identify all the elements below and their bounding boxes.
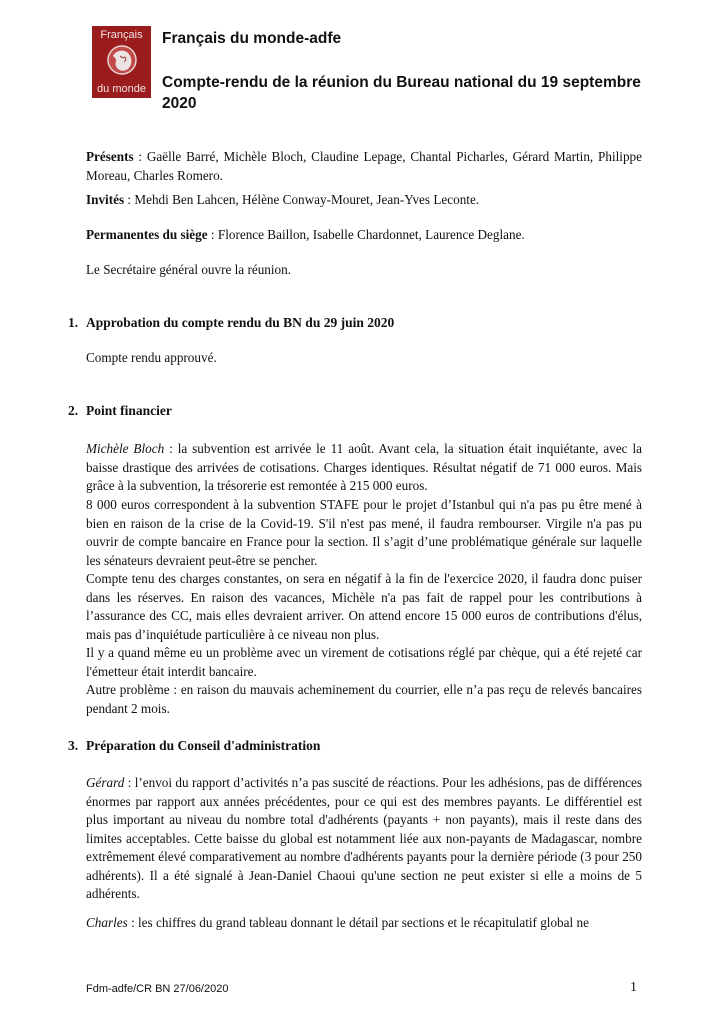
section-3-paragraph-2: Charles : les chiffres du grand tableau donnant le détail par sections et le récapitulatif global ne [86, 915, 589, 930]
globe-icon [106, 44, 138, 76]
presents-paragraph [86, 148, 642, 185]
section-heading-1 [68, 315, 394, 331]
presents-list: : Gaëlle Barré, Michèle Bloch, Claudine Lepage, Chantal Picharles, Gérard Martin, Philippe Moreau, Charles Romero. [86, 149, 642, 183]
speaker-name: Gérard [86, 775, 125, 790]
section-number: 3. [68, 738, 79, 753]
footer-reference: Fdm-adfe/CR BN 27/06/2020 [86, 983, 229, 995]
section-1-paragraph: Compte rendu approuvé. [86, 350, 217, 365]
invites-list: : Mehdi Ben Lahcen, Hélène Conway-Mouret, Jean-Yves Leconte. [124, 192, 480, 207]
section-title: Approbation du compte rendu du BN du 29 juin 2020 [86, 315, 395, 330]
section-3-paragraph-1: Gérard : l’envoi du rapport d’activités n’a pas suscité de réactions. Pour les adhésions, pas de différences énormes par rapport aux années précédentes, pour ce qui est des membres payants. Le différentiel est plus important au niveau du nombre total d'adhérents (payants + non payants), mais il reste dans des limites acceptables. Cette baisse du global est notamment liée aux non-payants de Madagascar, nombre extrêmement élevé comparativement au nombre d'adhérents payants pour la dernière période (3 pour 250 adhérents). Il a été signalé à Jean-Daniel Chaoui qu'une section ne peut exister si elle a moins de 5 adhérents. [86, 775, 642, 901]
permanentes-list: : Florence Baillon, Isabelle Chardonnet, Laurence Deglane. [207, 227, 525, 242]
section-title: Préparation du Conseil d'administration [86, 738, 321, 753]
section-heading-3 [68, 738, 320, 754]
logo-text-bottom: du monde [97, 83, 146, 95]
organization-name: Français du monde-adfe [162, 30, 342, 47]
invites-label: Invités [86, 192, 125, 207]
section-2-paragraph-5: Autre problème : en raison du mauvais acheminement du courrier, elle n’a pas reçu de relevés bancaires pendant 2 mois. [86, 682, 642, 716]
section-2-paragraph-1: Michèle Bloch : la subvention est arrivée le 11 août. Avant cela, la situation était inquiétante, avec la baisse drastique des arrivées de cotisations. Charges identiques. Résultat négatif de 71 000 euros. Mais grâce à la subvention, la trésorerie est remontée à 215 000 euros. [86, 441, 642, 493]
speaker-name: Charles [86, 915, 128, 930]
permanentes-label: Permanentes du siège [86, 227, 208, 242]
section-2-paragraph-3: Compte tenu des charges constantes, on sera en négatif à la fin de l'exercice 2020, il faudra donc puiser dans les réserves. En raison des vacances, Michèle n'a pas fait de rappel pour les contributions à l’assurance des CC, mais elles devraient arriver. On attend encore 15 000 euros de contributions d'élus, mais pas d’inquiétude particulière à ce niveau non plus. [86, 571, 642, 642]
permanentes-paragraph [86, 226, 642, 245]
section-2-paragraph-2: 8 000 euros correspondent à la subvention STAFE pour le projet d’Istanbul qui n'a pas pu être mené à bien en raison de la crise de la Covid-19. S'il n'est pas mené, il faudra rembourser. Virgile n'a pas pu ouvrir de compte bancaire en France pour la section. Il s’agit d’une problématique générale sur laquelle les sénateurs devraient peut-être se pencher. [86, 497, 642, 568]
section-heading-2 [68, 403, 172, 419]
speaker-name: Michèle Bloch [86, 441, 165, 456]
section-number: 1. [68, 315, 79, 330]
invites-paragraph [86, 191, 642, 210]
section-2-paragraph-4: Il y a quand même eu un problème avec un virement de cotisations réglé par chèque, qui a été rejeté car l'émetteur était interdit bancaire. [86, 645, 642, 679]
section-number: 2. [68, 403, 79, 418]
section-title: Point financier [86, 403, 172, 418]
opening-statement: Le Secrétaire général ouvre la réunion. [86, 262, 292, 277]
document-title: Compte-rendu de la réunion du Bureau national du 19 septembre 2020 [162, 74, 641, 112]
logo-text-top: Français [100, 29, 143, 41]
page-number: 1 [630, 980, 637, 995]
presents-label: Présents [86, 149, 134, 164]
logo [92, 26, 151, 98]
